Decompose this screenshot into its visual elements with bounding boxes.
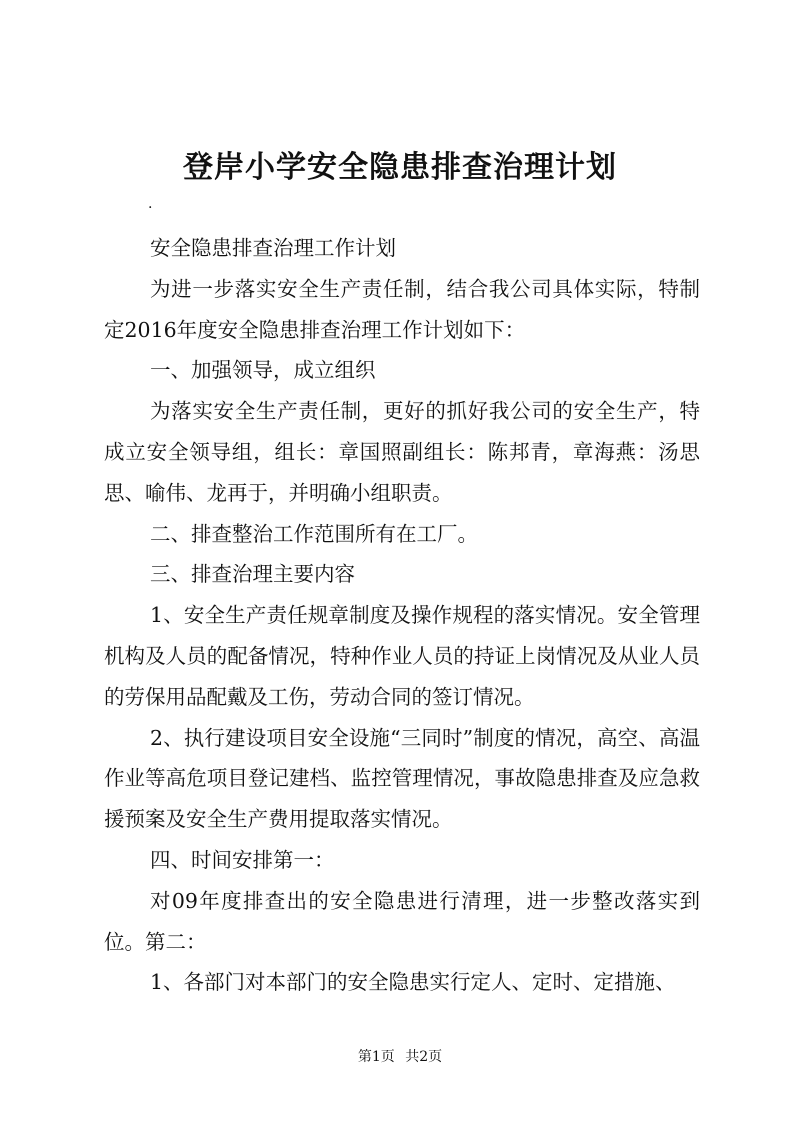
paragraph-item-2: 2、执行建设项目安全设施“三同时”制度的情况，高空、高温作业等高危项目登记建档、监控管理情况，事故隐患排查及应急救援预案及安全生产费用提取落实情况。 <box>104 725 700 832</box>
heading-section-2: 二、排查整治工作范围所有在工厂。 <box>150 521 478 546</box>
paragraph-item-1b: 1、各部门对本部门的安全隐患实行定人、定时、定措施、 <box>150 970 676 995</box>
stray-dot: . <box>148 196 153 212</box>
page-total: 共2页 <box>405 1049 443 1065</box>
paragraph-item-1: 1、安全生产责任规章制度及操作规程的落实情况。安全管理机构及人员的配备情况，特种作业人员的持证上岗情况及从业人员的劳保用品配戴及工伤，劳动合同的签订情况。 <box>104 603 700 709</box>
paragraph-intro: 为进一步落实安全生产责任制，结合我公司具体实际，特制定2016年度安全隐患排查治理工作计划如下： <box>104 276 700 342</box>
document-body <box>104 228 700 1003</box>
heading-section-4: 四、时间安排第一： <box>150 847 335 872</box>
paragraph-schedule: 对09年度排查出的安全隐患进行清理，进一步整改落实到位。第二： <box>104 888 700 954</box>
heading-section-3: 三、排查治理主要内容 <box>150 562 355 587</box>
page-number: 第1页 <box>357 1049 395 1065</box>
page-footer <box>0 1046 800 1066</box>
paragraph-subtitle: 安全隐患排查治理工作计划 <box>150 236 396 260</box>
heading-section-1: 一、加强领导，成立组织 <box>150 358 376 383</box>
paragraph-leadership: 为落实安全生产责任制，更好的抓好我公司的安全生产，特成立安全领导组，组长：章国照副组长：陈邦青，章海燕：汤思思、喻伟、龙再于，并明确小组职责。 <box>104 399 700 505</box>
document-title: 登岸小学安全隐患排查治理计划 <box>183 150 617 185</box>
